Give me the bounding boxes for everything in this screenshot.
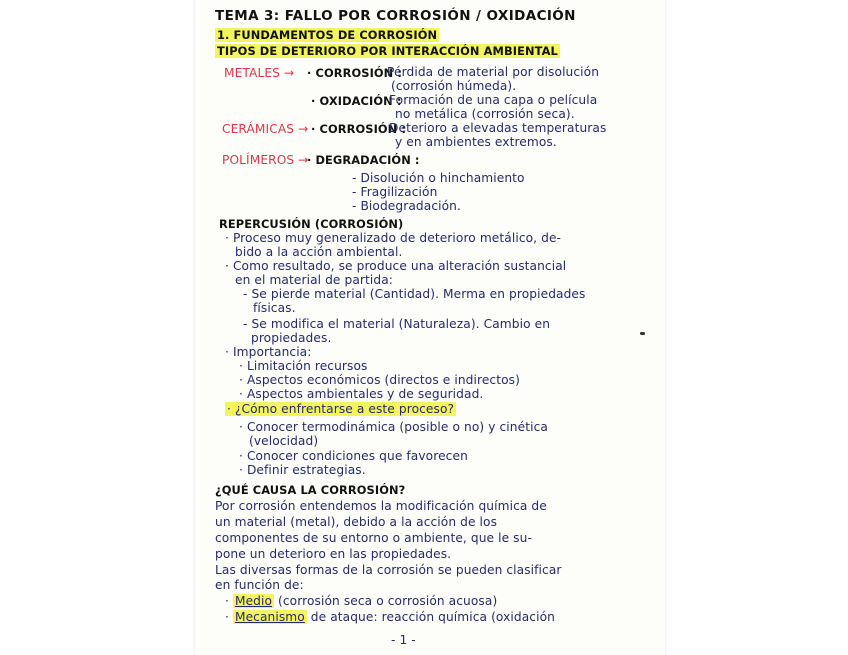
causa-bullet-mecanismo: · Mecanismo de ataque: reacción química (oxidación	[225, 610, 555, 624]
metales-oxidacion-line-2: no metálica (corrosión seca).	[395, 107, 575, 121]
ceramicas-corrosion-term: · CORROSIÓN :	[311, 122, 407, 136]
repercusion-line: · Conocer condiciones que favorecen	[239, 449, 468, 463]
repercusion-line: · Importancia:	[225, 345, 312, 359]
ceramicas-line-1: Deterioro a elevadas temperaturas	[389, 121, 607, 135]
causa-line: Las diversas formas de la corrosión se pueden clasificar	[215, 563, 562, 577]
repercusion-line: · Conocer termodinámica (posible o no) y cinética	[239, 420, 548, 434]
repercusion-line: - Se modifica el material (Naturaleza). Cambio en	[243, 317, 551, 331]
repercusion-line: propiedades.	[251, 331, 332, 345]
ceramicas-line-2: y en ambientes extremos.	[395, 135, 557, 149]
types-heading: TIPOS DE DETERIORO POR INTERACCIÓN AMBIENTAL	[217, 44, 558, 58]
page-number: - 1 -	[391, 633, 416, 647]
metales-oxidacion-term: · OXIDACIÓN :	[311, 94, 402, 108]
metales-corrosion-line-2: (corrosión húmeda).	[391, 79, 517, 93]
repercusion-line: · Aspectos ambientales y de seguridad.	[239, 387, 484, 401]
metales-oxidacion-line-1: Formación de una capa o película	[389, 93, 598, 107]
polimeros-degradacion-term: · DEGRADACIÓN :	[307, 153, 420, 167]
polimeros-item: - Biodegradación.	[352, 199, 461, 213]
repercusion-heading: REPERCUSIÓN (CORROSIÓN)	[219, 217, 404, 231]
mecanismo-term: Mecanismo	[234, 610, 305, 624]
ceramicas-label: CERÁMICAS →	[222, 122, 309, 136]
repercusion-question: · ¿Cómo enfrentarse a este proceso?	[227, 402, 455, 416]
ink-dot	[640, 332, 645, 335]
causa-line: en función de:	[215, 578, 304, 592]
section-heading-fundamentos: 1. FUNDAMENTOS DE CORROSIÓN	[217, 28, 438, 42]
repercusion-line: - Se pierde material (Cantidad). Merma en propiedades	[243, 287, 586, 301]
metales-corrosion-line-1: Pérdida de material por disolución	[387, 65, 600, 79]
metales-label: METALES →	[224, 66, 295, 80]
repercusion-line: · Aspectos económicos (directos e indirectos)	[239, 373, 520, 387]
repercusion-line: (velocidad)	[249, 434, 319, 448]
repercusion-line: en el material de partida:	[235, 273, 393, 287]
causa-line: componentes de su entorno o ambiente, que le su-	[215, 531, 532, 545]
causa-line: Por corrosión entendemos la modificación química de	[215, 499, 547, 513]
repercusion-line: · Proceso muy generalizado de deterioro metálico, de-	[225, 231, 562, 245]
polimeros-item: - Fragilización	[352, 185, 438, 199]
polimeros-item: - Disolución o hinchamiento	[352, 171, 525, 185]
medio-term: Medio	[234, 594, 273, 608]
causa-heading: ¿QUÉ CAUSA LA CORROSIÓN?	[215, 483, 406, 497]
repercusion-line: físicas.	[253, 301, 296, 315]
repercusion-line: · Definir estrategias.	[239, 463, 366, 477]
page-title: TEMA 3: FALLO POR CORROSIÓN / OXIDACIÓN	[215, 8, 576, 24]
causa-bullet-medio: · Medio (corrosión seca o corrosión acuosa)	[225, 594, 498, 608]
repercusion-line: bido a la acción ambiental.	[235, 245, 403, 259]
polimeros-label: POLÍMEROS →	[222, 153, 309, 167]
causa-line: un material (metal), debido a la acción de los	[215, 515, 498, 529]
repercusion-line: · Limitación recursos	[239, 359, 368, 373]
metales-corrosion-term: · CORROSIÓN :	[307, 66, 403, 80]
notebook-page	[195, 0, 665, 655]
repercusion-line: · Como resultado, se produce una alteración sustancial	[225, 259, 567, 273]
causa-line: pone un deterioro en las propiedades.	[215, 547, 452, 561]
